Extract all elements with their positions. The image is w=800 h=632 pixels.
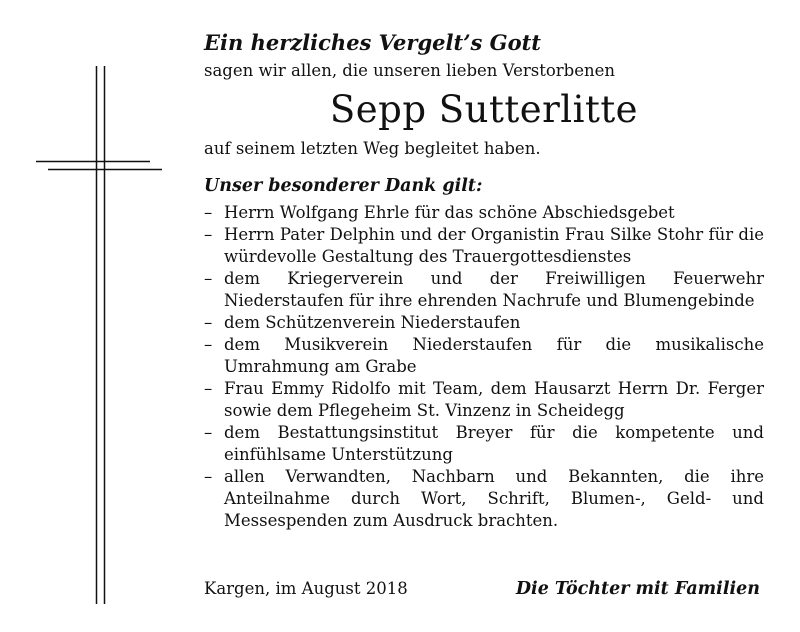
thanks-heading: Unser besonderer Dank gilt: [204,176,483,196]
thanks-item: – Herrn Wolfgang Ehrle für das schöne Abschiedsgebet [204,203,675,222]
dash-glyph: – [204,269,213,288]
signoff: Die Töchter mit Familien [515,579,760,599]
notice-intro: sagen wir allen, die unseren lieben Verstorbenen [204,61,616,80]
dash-glyph: – [204,379,213,398]
dash-glyph: – [204,225,213,244]
thanks-item: – Herrn Pater Delphin und der Organistin Frau Silke Stohr für die würdevolle Gestaltung des Trauergottesdienstes [204,225,764,266]
cross-icon [0,0,200,632]
thanks-item: – allen Verwandten, Nachbarn und Bekannten, die ihre Anteilnahme durch Wort, Schrift, Blumen-, Geld- und Messespenden zum Ausdruck brachten. [204,467,764,530]
notice-body [204,28,764,532]
deceased-name: Sepp Sutterlitte [329,88,639,131]
thanks-item: – dem Musikverein Niederstaufen für die musikalische Umrahmung am Grabe [204,335,764,376]
notice-heading: Ein herzliches Vergelt’s Gott [204,30,541,55]
thanks-item: – Frau Emmy Ridolfo mit Team, dem Hausarzt Herrn Dr. Ferger sowie dem Pflegeheim St. Vinzenz in Scheidegg [204,379,764,420]
thanks-item: – dem Schützenverein Niederstaufen [204,313,521,332]
dash-glyph: – [204,335,213,354]
place-date: Kargen, im August 2018 [204,579,408,598]
notice-outro: auf seinem letzten Weg begleitet haben. [204,139,541,158]
thanks-list [204,202,764,532]
thanks-item: – dem Bestattungsinstitut Breyer für die kompetente und einfühlsame Unterstützung [204,423,764,464]
thanks-item: – dem Kriegerverein und der Freiwilligen Feuerwehr Niederstaufen für ihre ehrenden Nachrufe und Blumengebinde [204,269,764,310]
dash-glyph: – [204,313,213,332]
dash-glyph: – [204,467,213,486]
dash-glyph: – [204,203,213,222]
dash-glyph: – [204,423,213,442]
